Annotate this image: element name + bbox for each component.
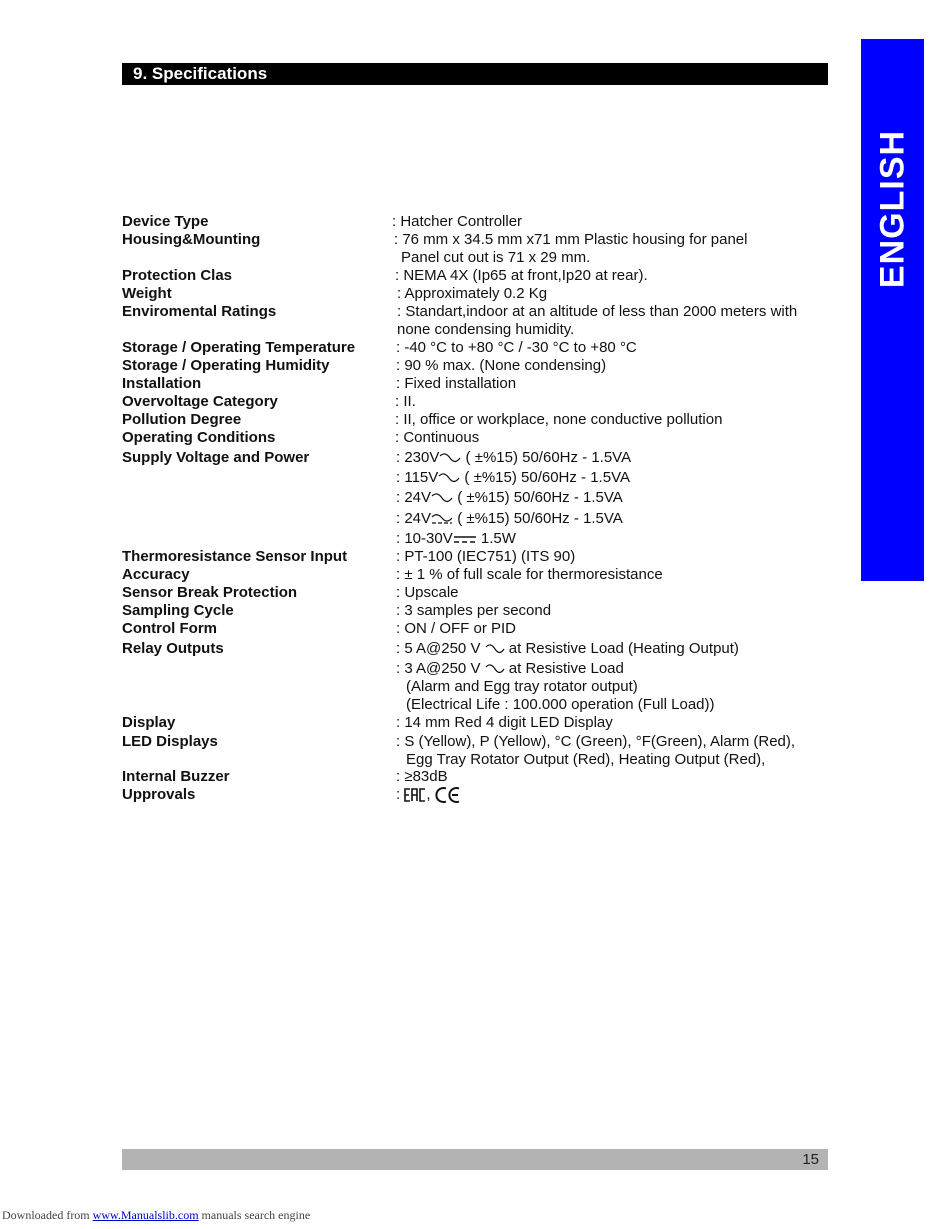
spec-label: Overvoltage Category	[122, 393, 278, 410]
spec-label: Housing&Mounting	[122, 231, 261, 248]
spec-label: Internal Buzzer	[122, 768, 230, 785]
spec-label: Operating Conditions	[122, 429, 276, 446]
approvals-comma: ,	[426, 786, 431, 803]
spec-label: Pollution Degree	[122, 411, 242, 428]
ce-mark-icon	[435, 786, 461, 804]
spec-label: Sensor Break Protection	[122, 584, 298, 601]
spec-value: : -40 °C to +80 °C / -30 °C to +80 °C	[396, 339, 637, 356]
spec-value: Panel cut out is 71 x 29 mm.	[401, 249, 591, 266]
spec-value	[396, 530, 516, 548]
ac-symbol-icon	[485, 643, 505, 655]
spec-value: : 14 mm Red 4 digit LED Display	[396, 714, 613, 731]
voltage-text: : 115V	[396, 469, 439, 486]
spec-value: : 3 samples per second	[396, 602, 552, 619]
spec-value: (Electrical Life : 100.000 operation (Full Load))	[406, 696, 715, 713]
language-tab-label: ENGLISH	[873, 129, 911, 289]
ac-symbol-icon	[439, 452, 461, 464]
spec-value: : Continuous	[395, 429, 480, 446]
spec-value: : NEMA 4X (Ip65 at front,Ip20 at rear).	[395, 267, 648, 284]
dc-symbol-icon	[453, 533, 477, 545]
spec-value	[396, 660, 624, 678]
spec-label: LED Displays	[122, 733, 218, 750]
spec-label: Thermoresistance Sensor Input	[122, 548, 348, 565]
spec-value: (Alarm and Egg tray rotator output)	[406, 678, 638, 695]
spec-value: : PT-100 (IEC751) (ITS 90)	[396, 548, 576, 565]
spec-label: Relay Outputs	[122, 640, 224, 657]
relay-load: at Resistive Load	[504, 660, 624, 677]
spec-value: : Approximately 0.2 Kg	[397, 285, 548, 302]
spec-label: Enviromental Ratings	[122, 303, 277, 320]
spec-value: : 76 mm x 34.5 mm x71 mm Plastic housing for panel	[394, 231, 748, 248]
voltage-text: : 24V	[396, 489, 432, 506]
spec-label: Device Type	[122, 213, 209, 230]
voltage-text: : 10-30V	[396, 530, 453, 547]
footer-bar	[122, 1149, 828, 1170]
language-tab	[861, 39, 924, 581]
spec-value: : 90 % max. (None condensing)	[396, 357, 607, 374]
section-title: 9. Specifications	[133, 64, 268, 83]
spec-value	[396, 469, 630, 487]
spec-label: Storage / Operating Temperature	[122, 339, 356, 356]
spec-value: : ON / OFF or PID	[396, 620, 517, 637]
spec-value: Egg Tray Rotator Output (Red), Heating Output (Red),	[406, 751, 766, 768]
ac-symbol-icon	[431, 492, 453, 504]
spec-value	[396, 510, 623, 528]
spec-label: Storage / Operating Humidity	[122, 357, 330, 374]
spec-value	[396, 640, 739, 658]
page-number: 15	[802, 1151, 819, 1168]
ac-dc-symbol-icon	[431, 512, 453, 526]
spec-value: : Hatcher Controller	[392, 213, 523, 230]
spec-label: Supply Voltage and Power	[122, 449, 310, 466]
spec-value: : Upscale	[396, 584, 459, 601]
ac-symbol-icon	[438, 472, 460, 484]
ac-symbol-icon	[485, 663, 505, 675]
spec-value: : S (Yellow), P (Yellow), °C (Green), °F(Green), Alarm (Red),	[396, 733, 796, 750]
voltage-spec: ( ±%15) 50/60Hz - 1.5VA	[460, 469, 630, 486]
download-notice	[2, 1208, 310, 1223]
approvals-colon: :	[396, 786, 401, 803]
relay-rating: : 5 A@250 V	[396, 640, 481, 657]
section-header	[122, 63, 828, 85]
spec-value: : Fixed installation	[396, 375, 517, 392]
spec-value: none condensing humidity.	[397, 321, 575, 338]
download-suffix: manuals search engine	[198, 1208, 311, 1222]
relay-rating: : 3 A@250 V	[396, 660, 481, 677]
relay-load: at Resistive Load (Heating Output)	[504, 640, 739, 657]
spec-value: : Standart,indoor at an altitude of less than 2000 meters with	[397, 303, 798, 320]
spec-value: : II.	[395, 393, 416, 410]
spec-label: Control Form	[122, 620, 217, 637]
spec-label: Weight	[122, 285, 172, 302]
eac-mark-icon	[404, 787, 426, 803]
spec-label: Accuracy	[122, 566, 190, 583]
spec-value: : ≥83dB	[396, 768, 448, 785]
manualslib-link[interactable]: www.Manualslib.com	[92, 1208, 199, 1222]
spec-value: : ± 1 % of full scale for thermoresistance	[396, 566, 663, 583]
voltage-spec: ( ±%15) 50/60Hz - 1.5VA	[461, 449, 632, 466]
spec-value	[396, 449, 631, 467]
spec-value	[396, 786, 461, 804]
spec-label: Display	[122, 714, 176, 731]
voltage-spec: 1.5W	[476, 530, 516, 547]
spec-label: Installation	[122, 375, 202, 392]
spec-label: Sampling Cycle	[122, 602, 234, 619]
voltage-spec: ( ±%15) 50/60Hz - 1.5VA	[453, 510, 623, 527]
voltage-text: : 230V	[396, 449, 440, 466]
voltage-spec: ( ±%15) 50/60Hz - 1.5VA	[453, 489, 623, 506]
spec-value	[396, 489, 623, 507]
spec-label: Protection Clas	[122, 267, 233, 284]
download-prefix: Downloaded from	[2, 1208, 93, 1222]
spec-value: : II, office or workplace, none conductive pollution	[395, 411, 723, 428]
voltage-text: : 24V	[396, 510, 432, 527]
spec-label: Upprovals	[122, 786, 196, 803]
